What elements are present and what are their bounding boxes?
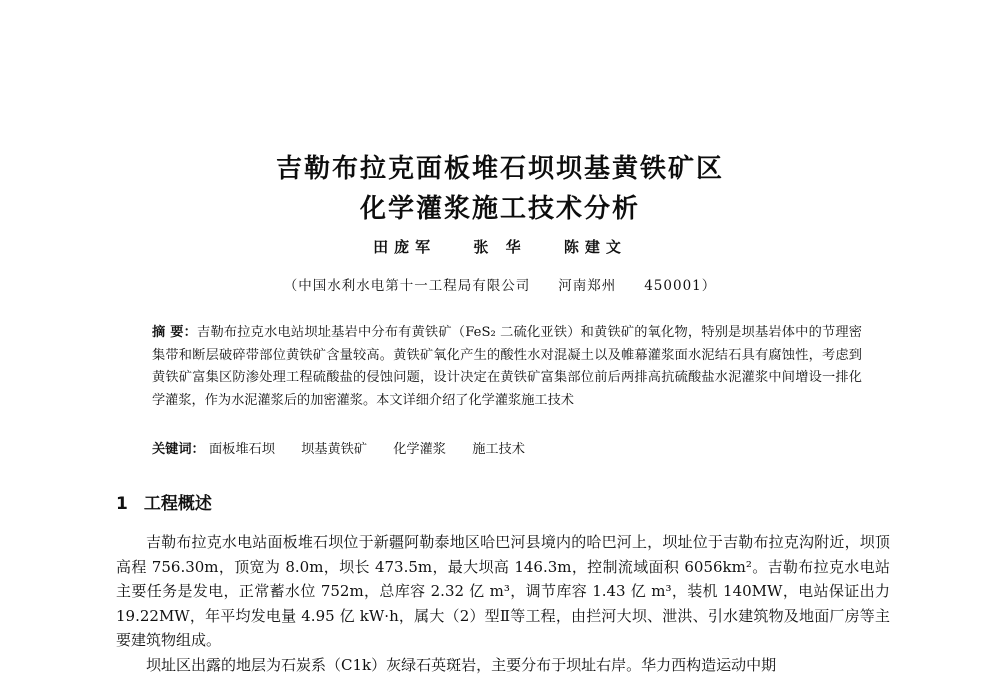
body-paragraph-1: 吉勒布拉克水电站面板堆石坝位于新疆阿勒泰地区哈巴河县境内的哈巴河上，坝址位于吉勒布拉克沟附近，坝顶高程 756.30m，顶宽为 8.0m，坝长 473.5m，最大坝高 146.3m，控制流域面积 6056km²。吉勒布拉克水电站主要任务是发电，正常蓄水位 752m，总库容 2.32 亿 m³，调节库容 1.43 亿 m³，装机 140MW，电站保证出力 19.22MW，年平均发电量 4.95 亿 kW·h，属大（2）型Ⅱ等工程，由拦河大坝、泄洪、引水建筑物及地面厂房等主要建筑物组成。 — [116, 533, 890, 649]
body-text — [116, 530, 890, 677]
affiliation-zip: 450001） — [644, 278, 717, 294]
title-line-1: 吉勒布拉克面板堆石坝坝基黄铁矿区 — [275, 154, 724, 184]
keywords-label: 关键词： — [152, 442, 205, 457]
keywords — [152, 440, 862, 460]
section-title: 工程概述 — [143, 494, 212, 514]
author-1: 田庞军 — [373, 238, 437, 256]
keyword-4: 施工技术 — [472, 442, 525, 457]
affiliation-org: （中国水利水电第十一工程局有限公司 — [283, 278, 531, 294]
author-2: 张 华 — [473, 238, 527, 256]
keyword-1: 面板堆石坝 — [208, 442, 275, 457]
keyword-2: 坝基黄铁矿 — [301, 442, 368, 457]
section-number: 1 — [116, 494, 128, 514]
abstract — [152, 322, 862, 412]
abstract-text: 吉勒布拉克水电站坝址基岩中分布有黄铁矿（FeS₂ 二硫化亚铁）和黄铁矿的氧化物，特别是坝基岩体中的节理密集带和断层破碎带部位黄铁矿含量较高。黄铁矿氧化产生的酸性水对混凝土以及帷幕灌浆面水泥结石具有腐蚀性，考虑到黄铁矿富集区防渗处理工程硫酸盐的侵蚀问题，设计决定在黄铁矿富集部位前后两排高抗硫酸盐水泥灌浆中间增设一排化学灌浆，作为水泥灌浆后的加密灌浆。本文详细介绍了化学灌浆施工技术 — [152, 325, 862, 408]
affiliation-place: 河南郑州 — [558, 278, 617, 294]
keyword-3: 化学灌浆 — [393, 442, 446, 457]
authors — [0, 236, 1000, 257]
abstract-label: 摘 要： — [152, 325, 198, 340]
body-paragraph-2: 坝址区出露的地层为石炭系（C1k）灰绿石英斑岩，主要分布于坝址右岸。华力西构造运动中期 — [146, 655, 777, 674]
author-3: 陈建文 — [563, 238, 627, 256]
section-heading — [116, 489, 212, 514]
affiliation — [0, 274, 1000, 294]
title-line-2: 化学灌浆施工技术分析 — [359, 194, 640, 224]
